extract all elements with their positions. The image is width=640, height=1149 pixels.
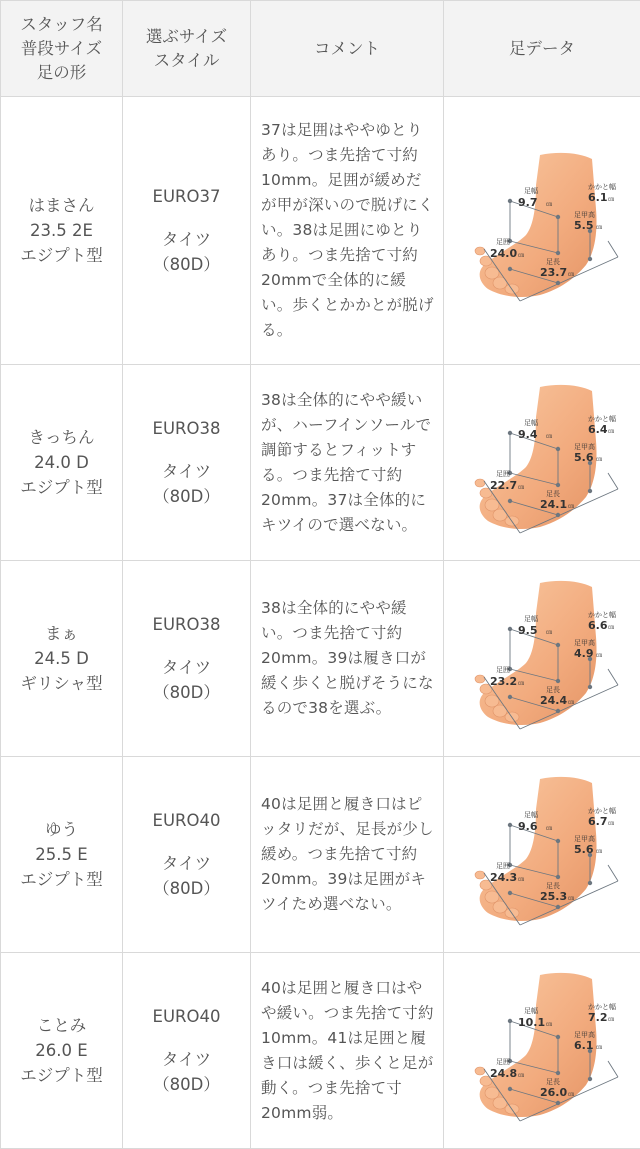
foot-data-cell bbox=[444, 97, 640, 365]
unit-width: ㎝ bbox=[546, 433, 552, 440]
unit-length: ㎝ bbox=[568, 503, 574, 510]
label-girth: 足囲 bbox=[496, 861, 510, 870]
label-instep: 足甲高 bbox=[574, 442, 595, 451]
foot-diagram bbox=[462, 149, 622, 309]
unit-girth: ㎝ bbox=[518, 484, 524, 491]
staff-name: まぁ bbox=[1, 621, 122, 646]
unit-length: ㎝ bbox=[568, 895, 574, 902]
comment-text: 37は足囲はややゆとりあり。つま先捨て寸約10mm。足囲が緩めだが甲が深いので脱げにくい。38は足囲にゆとりあり。つま先捨て寸約20mmで全体的に緩い。歩くとかかとが脱げる。 bbox=[261, 118, 435, 343]
label-width: 足幅 bbox=[524, 186, 538, 195]
comment-text: 40は足囲と履き口はピッタリだが、足長が少し緩め。つま先捨て寸約20mm。39は足囲がキツイため選べない。 bbox=[261, 792, 435, 917]
unit-heel-width: ㎝ bbox=[608, 196, 614, 203]
value-heel-width: 6.6 bbox=[588, 619, 608, 632]
unit-heel-width: ㎝ bbox=[608, 820, 614, 827]
foot-diagram bbox=[462, 969, 622, 1129]
unit-instep: ㎝ bbox=[596, 848, 602, 855]
label-width: 足幅 bbox=[524, 810, 538, 819]
foot-data-cell bbox=[444, 757, 640, 953]
unit-girth: ㎝ bbox=[518, 680, 524, 687]
chosen-size: EURO38 bbox=[123, 612, 250, 637]
unit-instep: ㎝ bbox=[596, 1044, 602, 1051]
denier: （80D） bbox=[123, 876, 250, 901]
label-heel-width: かかと幅 bbox=[588, 182, 616, 191]
value-girth: 23.2 bbox=[490, 675, 517, 688]
foot-type: エジプト型 bbox=[1, 867, 122, 892]
label-instep: 足甲高 bbox=[574, 834, 595, 843]
unit-heel-width: ㎝ bbox=[608, 428, 614, 435]
foot-type: エジプト型 bbox=[1, 1063, 122, 1088]
unit-instep: ㎝ bbox=[596, 652, 602, 659]
label-girth: 足囲 bbox=[496, 1057, 510, 1066]
value-heel-width: 7.2 bbox=[588, 1011, 608, 1024]
denier: （80D） bbox=[123, 252, 250, 277]
staff-cell bbox=[1, 953, 123, 1149]
unit-width: ㎝ bbox=[546, 1021, 552, 1028]
unit-girth: ㎝ bbox=[518, 1072, 524, 1079]
label-length: 足長 bbox=[546, 489, 560, 498]
value-length: 24.4 bbox=[540, 694, 567, 707]
staff-name: ことみ bbox=[1, 1013, 122, 1038]
usual-size: 26.0 E bbox=[1, 1038, 122, 1063]
foot-diagram bbox=[462, 773, 622, 933]
label-girth: 足囲 bbox=[496, 237, 510, 246]
label-length: 足長 bbox=[546, 1077, 560, 1086]
usual-size: 25.5 E bbox=[1, 842, 122, 867]
unit-girth: ㎝ bbox=[518, 876, 524, 883]
value-length: 24.1 bbox=[540, 498, 567, 511]
style: タイツ bbox=[123, 459, 250, 484]
label-heel-width: かかと幅 bbox=[588, 1002, 616, 1011]
value-length: 26.0 bbox=[540, 1086, 567, 1099]
comment-cell bbox=[251, 97, 444, 365]
staff-name: ゆう bbox=[1, 817, 122, 842]
label-length: 足長 bbox=[546, 257, 560, 266]
value-instep: 5.6 bbox=[574, 451, 594, 464]
label-heel-width: かかと幅 bbox=[588, 414, 616, 423]
style: タイツ bbox=[123, 227, 250, 252]
header-comment: コメント bbox=[251, 1, 444, 97]
size-cell bbox=[123, 97, 251, 365]
table-row bbox=[1, 757, 640, 953]
comment-text: 38は全体的にやや緩い。つま先捨て寸約20mm。39は履き口が緩く歩くと脱げそうになるので38を選ぶ。 bbox=[261, 596, 435, 721]
value-instep: 5.5 bbox=[574, 219, 594, 232]
label-length: 足長 bbox=[546, 685, 560, 694]
label-width: 足幅 bbox=[524, 418, 538, 427]
label-heel-width: かかと幅 bbox=[588, 610, 616, 619]
staff-cell bbox=[1, 97, 123, 365]
value-heel-width: 6.1 bbox=[588, 191, 608, 204]
label-length: 足長 bbox=[546, 881, 560, 890]
style: タイツ bbox=[123, 1047, 250, 1072]
style: タイツ bbox=[123, 851, 250, 876]
chosen-size: EURO37 bbox=[123, 184, 250, 209]
comment-cell bbox=[251, 757, 444, 953]
comment-text: 40は足囲と履き口はやや緩い。つま先捨て寸約10mm。41は足囲と履き口は緩く、歩くと足が動く。つま先捨て寸20mm弱。 bbox=[261, 976, 435, 1126]
value-heel-width: 6.7 bbox=[588, 815, 608, 828]
unit-length: ㎝ bbox=[568, 271, 574, 278]
size-cell bbox=[123, 561, 251, 757]
label-girth: 足囲 bbox=[496, 469, 510, 478]
chosen-size: EURO40 bbox=[123, 808, 250, 833]
value-width: 9.7 bbox=[518, 196, 538, 209]
unit-length: ㎝ bbox=[568, 699, 574, 706]
unit-heel-width: ㎝ bbox=[608, 624, 614, 631]
table-row bbox=[1, 97, 640, 365]
comment-cell bbox=[251, 365, 444, 561]
comment-text: 38は全体的にやや緩いが、ハーフインソールで調節するとフィットする。つま先捨て寸約20mm。37は全体的にキツイので選べない。 bbox=[261, 388, 435, 538]
unit-instep: ㎝ bbox=[596, 224, 602, 231]
label-instep: 足甲高 bbox=[574, 1030, 595, 1039]
foot-data-cell bbox=[444, 953, 640, 1149]
style: タイツ bbox=[123, 655, 250, 680]
header-row bbox=[1, 1, 640, 97]
value-width: 9.6 bbox=[518, 820, 538, 833]
value-width: 9.4 bbox=[518, 428, 538, 441]
unit-width: ㎝ bbox=[546, 629, 552, 636]
value-girth: 24.0 bbox=[490, 247, 517, 260]
foot-type: エジプト型 bbox=[1, 243, 122, 268]
foot-type: ギリシャ型 bbox=[1, 671, 122, 696]
unit-length: ㎝ bbox=[568, 1091, 574, 1098]
value-width: 9.5 bbox=[518, 624, 538, 637]
usual-size: 24.5 D bbox=[1, 646, 122, 671]
denier: （80D） bbox=[123, 484, 250, 509]
label-girth: 足囲 bbox=[496, 665, 510, 674]
value-girth: 24.3 bbox=[490, 871, 517, 884]
unit-width: ㎝ bbox=[546, 201, 552, 208]
chosen-size: EURO40 bbox=[123, 1004, 250, 1029]
value-heel-width: 6.4 bbox=[588, 423, 608, 436]
unit-girth: ㎝ bbox=[518, 252, 524, 259]
label-instep: 足甲高 bbox=[574, 210, 595, 219]
foot-data-cell bbox=[444, 365, 640, 561]
label-width: 足幅 bbox=[524, 1006, 538, 1015]
table-row bbox=[1, 561, 640, 757]
value-instep: 4.9 bbox=[574, 647, 594, 660]
foot-data-cell bbox=[444, 561, 640, 757]
comment-cell bbox=[251, 953, 444, 1149]
value-instep: 6.1 bbox=[574, 1039, 594, 1052]
label-heel-width: かかと幅 bbox=[588, 806, 616, 815]
header-foot-data: 足データ bbox=[444, 1, 640, 97]
table-body bbox=[1, 97, 640, 1149]
value-width: 10.1 bbox=[518, 1016, 545, 1029]
denier: （80D） bbox=[123, 680, 250, 705]
value-girth: 24.8 bbox=[490, 1067, 517, 1080]
staff-name: はまさん bbox=[1, 193, 122, 218]
foot-diagram bbox=[462, 381, 622, 541]
label-instep: 足甲高 bbox=[574, 638, 595, 647]
header-staff: スタッフ名 普段サイズ 足の形 bbox=[1, 1, 123, 97]
header-size: 選ぶサイズ スタイル bbox=[123, 1, 251, 97]
usual-size: 23.5 2E bbox=[1, 218, 122, 243]
value-instep: 5.6 bbox=[574, 843, 594, 856]
chosen-size: EURO38 bbox=[123, 416, 250, 441]
unit-instep: ㎝ bbox=[596, 456, 602, 463]
value-girth: 22.7 bbox=[490, 479, 517, 492]
value-length: 23.7 bbox=[540, 266, 567, 279]
staff-cell bbox=[1, 561, 123, 757]
foot-diagram bbox=[462, 577, 622, 737]
usual-size: 24.0 D bbox=[1, 450, 122, 475]
unit-heel-width: ㎝ bbox=[608, 1016, 614, 1023]
foot-type: エジプト型 bbox=[1, 475, 122, 500]
value-length: 25.3 bbox=[540, 890, 567, 903]
unit-width: ㎝ bbox=[546, 825, 552, 832]
staff-cell bbox=[1, 365, 123, 561]
size-cell bbox=[123, 953, 251, 1149]
comment-cell bbox=[251, 561, 444, 757]
denier: （80D） bbox=[123, 1072, 250, 1097]
staff-name: きっちん bbox=[1, 425, 122, 450]
staff-cell bbox=[1, 757, 123, 953]
table-row bbox=[1, 953, 640, 1149]
table-row bbox=[1, 365, 640, 561]
size-cell bbox=[123, 757, 251, 953]
label-width: 足幅 bbox=[524, 614, 538, 623]
size-cell bbox=[123, 365, 251, 561]
